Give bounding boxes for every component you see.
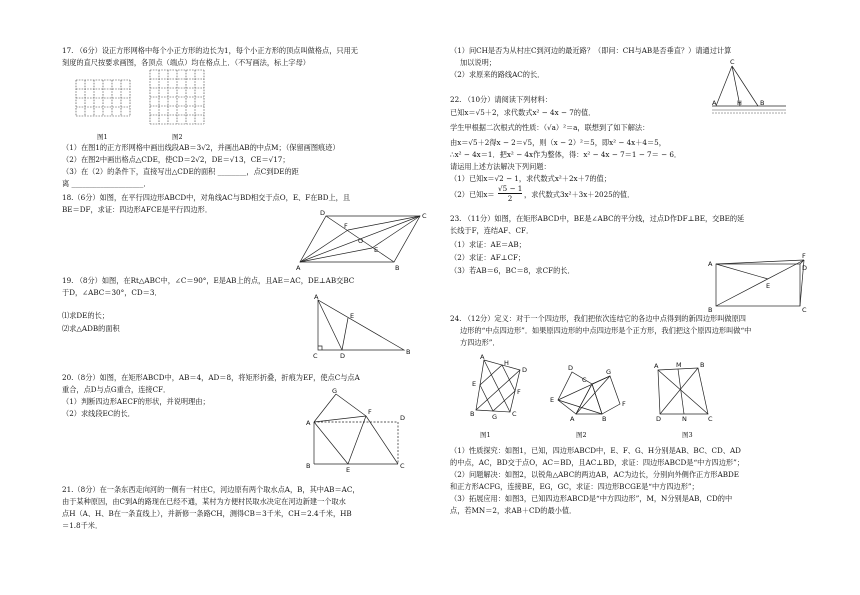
q21-line2: 由于某种原因，由C到A的路现在已经不通，某村为方便村民取水决定在河边新建一个取水 (62, 497, 346, 506)
q21-label-h: H (737, 99, 742, 107)
q24-line3: 方四边形”． (460, 338, 500, 347)
q24-fig2-label-c: C (582, 376, 587, 384)
q20-line2: 重合，点D与点G重合，连接CF． (62, 385, 171, 394)
q24-fig1-caption: 图1 (480, 431, 491, 439)
q18-label-a: A (296, 264, 301, 272)
q20-label-e: E (346, 466, 351, 474)
q23-part1: （1）求证：AE＝AB； (450, 240, 526, 249)
q23-label-e: E (766, 282, 771, 290)
q21-river-figure (712, 60, 792, 120)
q23-line2: 长线于F，连结AF、CF． (450, 226, 534, 235)
q24-fig2-label-a: A (570, 415, 575, 423)
q24-fig1-label-c: C (512, 410, 517, 418)
q24-line1: 24. （12分）定义：对于一个四边形，我们把依次连结它的各边中点得到的新四边形叫做原四 (450, 314, 746, 323)
q19-label-e: E (350, 312, 355, 320)
q21-label-c: C (730, 58, 735, 66)
q17-part2: （2）在图2中画出格点△CDE，使CD＝2√2，DE＝√13，CE＝√17； (62, 155, 290, 164)
q18-line2: BE＝DF，求证：四边形AFCE是平行四边形． (62, 205, 213, 214)
q20-label-g: G (332, 387, 338, 395)
q20-part1: （1）判断四边形AECF的形状，并说明理由； (62, 397, 210, 406)
q24-fig3-label-d: D (656, 415, 662, 423)
q19-triangle-figure (313, 293, 414, 360)
q23-label-d: D (802, 264, 808, 272)
q19-label-a: A (314, 293, 319, 301)
q21-label-b: B (760, 99, 765, 107)
q23-label-b: B (708, 306, 713, 314)
q22-line4: 由x＝√5＋2得x − 2＝√5，则（x − 2）²＝5，即x² − 4x＋4＝5， (450, 138, 666, 147)
q19-line1: 19. （8分）如图，在Rt△ABC中，∠C＝90°，E是AB上的点，且AE＝AC，DE⊥AB交BC (62, 276, 355, 285)
q22-line6: 请运用上述方法解决下列问题： (450, 162, 551, 171)
q22-part2b: ，求代数式3x²＋3x＋2025的值． (524, 190, 635, 199)
q17-grid-figure-1 (76, 80, 136, 130)
q22-fraction-numerator: √5 − 1 (498, 184, 523, 193)
q24-part2b: 和正方形ACFG，连接BE，EG，GC，求证：四边形BCGE是“中方四边形”； (450, 482, 699, 491)
right-column (450, 0, 820, 595)
q24-fig1-label-a: A (480, 353, 485, 361)
q17-grid-figure-2 (150, 70, 210, 130)
q19-part1: ⑴求DE的长； (62, 311, 109, 320)
q17-part1: （1）在图1的正方形网格中画出线段AB＝3√2，并画出AB的中点M；（保留画图痕迹） (62, 143, 340, 152)
q24-fig3-caption: 图3 (682, 431, 693, 439)
q20-label-a: A (306, 419, 311, 427)
q20-label-c: C (400, 462, 405, 470)
q24-fig1-label-h: H (504, 359, 509, 367)
q20-line1: 20.（8分）如图，在矩形ABCD中，AB＝4，AD＝8，将矩形折叠，折痕为EF，使点C与点A (62, 373, 360, 382)
q24-figure-1 (470, 353, 530, 422)
q21-label-a: A (712, 99, 717, 107)
q21-part1b: 加以说明； (460, 58, 496, 67)
q24-fig1-label-g: G (492, 413, 498, 421)
q24-part3b: 点，若MN＝2，求AB＋CD的最小值． (450, 506, 577, 515)
q18-label-d: D (320, 209, 326, 217)
left-column (62, 0, 427, 595)
q23-label-a: A (708, 260, 713, 268)
q24-fig2-label-e: E (550, 396, 555, 404)
q24-fig3-label-c: C (708, 415, 713, 423)
q18-label-e: E (374, 246, 379, 254)
q22-line2: 已知x＝√5＋2，求代数式x² − 4x − 7的值． (450, 108, 596, 117)
q19-label-c: C (313, 352, 318, 360)
q21-part1: （1）问CH是否为从村庄C到河边的最近路？（即问：CH与AB是否垂直？）请通过计算 (450, 46, 732, 55)
q17-part3b: 离 ____________________． (62, 179, 151, 188)
q21-line3: 点H（A、H、B在一条直线上），并新修一条路CH，测得CB＝3千米，CH＝2.4千米，HB (62, 509, 352, 518)
q24-part1a: （1）性质探究：如图1，已知，四边形ABCD中，E、F、G、H分别是AB、BC、CD、AD (450, 446, 741, 455)
q24-fig3-label-m: M (676, 361, 682, 369)
q18-label-f: F (344, 222, 348, 230)
q23-part2: （2）求证：AF⊥CF； (450, 253, 526, 262)
q22-part2a: （2）已知x＝ (450, 190, 495, 199)
q21-line1: 21.（8分）在一条东西走向河的一侧有一村庄C，河边原有两个取水点A，B，其中AB＝AC， (62, 485, 360, 494)
q24-fig1-label-d: D (522, 366, 528, 374)
q24-part1b: 的中点，AC，BD交于点O，AC＝BD，且AC⊥BD，求证：四边形ABCD是“中方四边形”； (450, 458, 744, 467)
q18-label-o: O (358, 237, 364, 245)
q23-part3: （3）若AB＝6，BC＝8，求CF的长． (450, 266, 575, 275)
q22-fraction-denominator: 2 (507, 194, 513, 203)
q24-fig1-label-e: E (472, 380, 477, 388)
q17-fig2-caption: 图2 (172, 133, 183, 141)
q17-fig1-caption: 图1 (97, 133, 108, 141)
q24-fig1-label-f: F (517, 388, 521, 396)
q24-figure-3 (652, 362, 718, 422)
q24-fig1-label-b: B (470, 410, 475, 418)
q18-parallelogram-figure (296, 209, 427, 272)
q24-fig3-label-b: B (700, 361, 705, 369)
q24-fig3-label-n: N (682, 415, 687, 423)
q22-part1: （1）已知x＝√2 − 1，求代数式x²＋2x＋7的值； (450, 174, 611, 183)
q20-part2: （2）求线段EC的长． (62, 409, 135, 418)
q18-label-b: B (395, 264, 400, 272)
q22-line5: ∴x² − 4x＝1．把x² − 4x作为整体，得：x² − 4x − 7＝1 − 7＝ − 6． (450, 150, 682, 159)
q24-line2: 边形的“中点四边形”．如果原四边形的中点四边形是个正方形，我们把这个原四边形叫做“中 (460, 326, 752, 335)
q24-fig2-label-b: B (602, 415, 607, 423)
q23-line1: 23. （11分）如图，在矩形ABCD中，BE是∠ABC的平分线，过点D作DF⊥BE，交BE的延 (450, 214, 745, 223)
q20-label-f: F (368, 408, 372, 416)
q20-rectangle-figure (306, 387, 410, 474)
q21-line4: ＝1.8千米． (62, 521, 103, 530)
q24-fig2-caption: 图2 (576, 431, 587, 439)
q19-label-d: D (340, 352, 346, 360)
q17-line1: 17. （6分）设正方形网格中每个小正方形的边长为1，每个小正方形的顶点叫做格点，只用无 (62, 46, 358, 55)
q19-line2: 于D，∠ABC＝30°，CD＝3． (62, 288, 162, 297)
q22-line1: 22. （10分）请阅读下列材料： (450, 95, 552, 104)
q23-label-f: F (802, 252, 806, 260)
q24-fig2-label-f: F (622, 400, 626, 408)
q24-fig2-label-d: D (568, 364, 574, 372)
q24-part2a: （2）问题解决：如图2，以锐角△ABC的两边AB，AC为边长，分别向外侧作正方形ABDE (450, 470, 740, 479)
q20-label-b: B (306, 462, 311, 470)
q17-part3: （3）在（2）的条件下，直接写出△CDE的面积 ________，点C到DE的距 (62, 167, 299, 176)
q19-part2: ⑵求△ADB的面积 (62, 324, 120, 333)
q17-line2: 刻度的直尺按要求画图，各顶点（端点）均在格点上．（不写画法，标上字母） (62, 58, 310, 67)
q24-part3a: （3）拓展应用：如图3，已知四边形ABCD是“中方四边形”，M，N分别是AB，CD的中 (450, 494, 733, 503)
q22-line3: 学生甲根据二次根式的性质：（√a）²＝a，联想到了如下解法： (450, 123, 650, 132)
q23-rectangle-figure (708, 252, 812, 314)
q24-figure-2 (550, 360, 626, 423)
q20-label-d: D (400, 414, 406, 422)
q24-fig3-label-a: A (654, 362, 659, 370)
q23-label-c: C (802, 306, 807, 314)
q24-fig2-label-g: G (606, 368, 612, 376)
q18-label-c: C (422, 212, 427, 220)
q18-line1: 18.（6分）如图，在平行四边形ABCD中，对角线AC与BD相交于点O，E、F在BD上，且 (62, 193, 351, 202)
q21-part2: （2）求原来的路线AC的长． (450, 70, 545, 79)
q19-label-b: B (406, 348, 411, 356)
